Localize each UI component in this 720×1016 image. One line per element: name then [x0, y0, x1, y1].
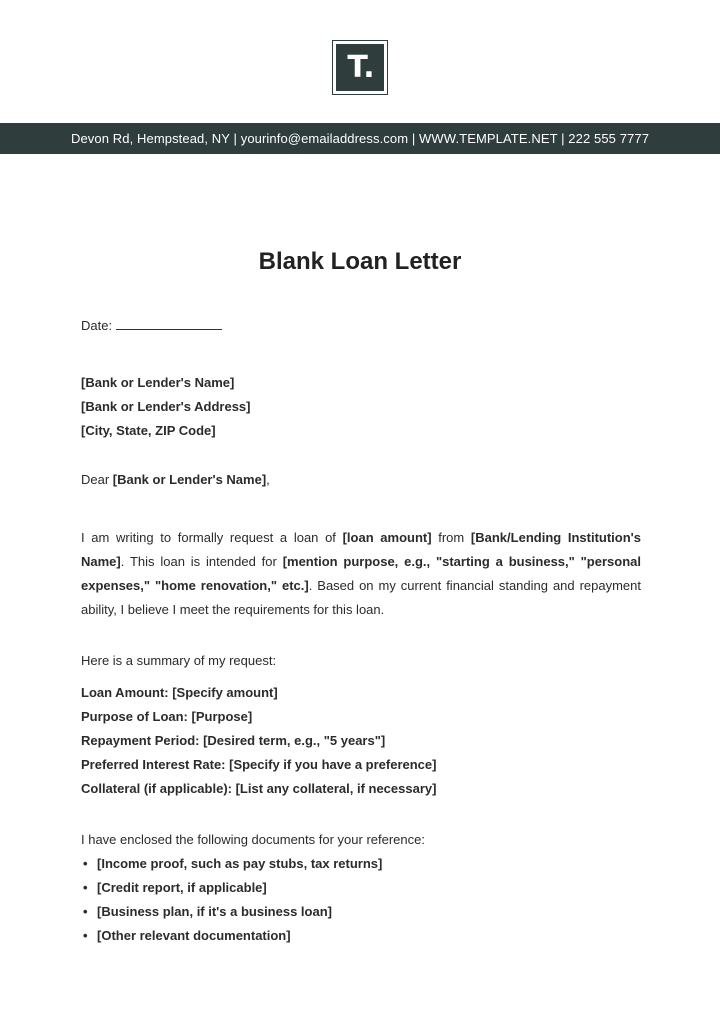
date-label: Date: [81, 318, 113, 333]
request-paragraph [81, 526, 641, 622]
salutation [81, 472, 641, 487]
logo-letter: T. [347, 49, 375, 85]
recipient-name: [Bank or Lender's Name] [81, 375, 235, 390]
recipient-city: [City, State, ZIP Code] [81, 423, 216, 438]
letter-title: Blank Loan Letter [258, 248, 462, 275]
date-line [81, 318, 641, 333]
summary-item-interest-rate: Preferred Interest Rate: [Specify if you have a preference] [81, 757, 437, 772]
documents-intro: I have enclosed the following documents for your reference: [81, 832, 425, 847]
para-purpose: [mention purpose, e.g., "starting a business," "personal expenses," "home renovation," etc.] [81, 554, 641, 593]
document-item: • [Other relevant documentation] [81, 924, 641, 948]
recipient-address: [Bank or Lender's Address] [81, 399, 251, 414]
contact-info: Devon Rd, Hempstead, NY | yourinfo@emailaddress.com | WWW.TEMPLATE.NET | 222 555 7777 [70, 131, 650, 146]
summary-item-purpose: Purpose of Loan: [Purpose] [81, 709, 253, 724]
summary-item-repayment-period: Repayment Period: [Desired term, e.g., "5 years"] [81, 733, 386, 748]
para-text-1: I am writing to formally request a loan of [81, 530, 343, 545]
summary-intro: Here is a summary of my request: [81, 653, 277, 668]
documents-list [81, 852, 641, 948]
para-text-4: . Based on my current financial standing and repayment ability, I believe I meet the requirements for this loan. [81, 578, 642, 617]
company-logo [333, 41, 387, 94]
date-blank [116, 318, 222, 330]
summary-item-loan-amount: Loan Amount: [Specify amount] [81, 685, 278, 700]
salutation-prefix: Dear [81, 472, 113, 487]
recipient-block [81, 371, 641, 443]
salutation-name: [Bank or Lender's Name] [112, 472, 267, 487]
para-institution: [Bank/Lending Institution's Name] [81, 530, 642, 569]
document-item: • [Credit report, if applicable] [81, 876, 641, 900]
salutation-suffix: , [266, 472, 270, 487]
contact-header-bar [0, 123, 720, 154]
document-item: • [Business plan, if it's a business loan] [81, 900, 641, 924]
para-text-2: from [431, 530, 471, 545]
document-item: • [Income proof, such as pay stubs, tax returns] [81, 852, 641, 876]
para-loan-amount: [loan amount] [342, 530, 432, 545]
summary-item-collateral: Collateral (if applicable): [List any collateral, if necessary] [81, 781, 437, 796]
para-text-3: . This loan is intended for [120, 554, 283, 569]
summary-list [81, 681, 641, 801]
